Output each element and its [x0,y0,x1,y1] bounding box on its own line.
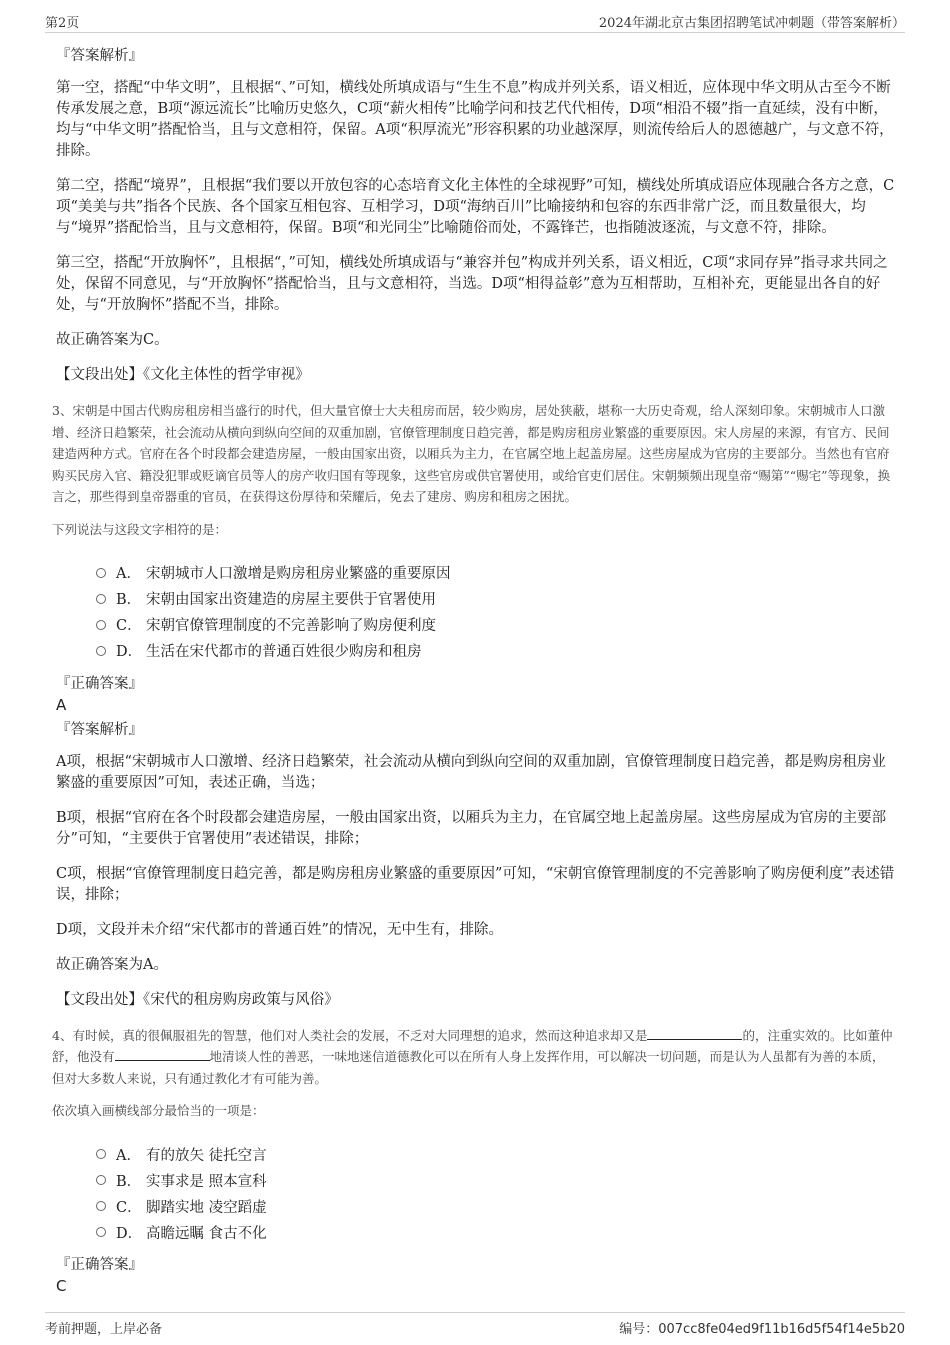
radio-icon[interactable] [96,1201,106,1211]
q4-option-a[interactable] [96,1141,896,1167]
q3-explanation-d: D项，文段并未介绍“宋代都市的普通百姓”的情况，无中生有，排除。 [56,921,503,938]
page-content [52,46,896,1301]
q3-analysis-heading: 『答案解析』 [56,721,143,738]
q4-option-d[interactable] [96,1219,896,1245]
q3-source: 【文段出处】《宋代的租房购房政策与风俗》 [56,991,339,1008]
document-id: 编号：007cc8fe04ed9f11b16d5f54f14e5b20 [619,1322,905,1337]
q3-conclusion: 故正确答案为A。 [56,956,168,973]
option-key: A． [116,1147,141,1164]
option-text: 有的放矢 徒托空言 [146,1147,267,1164]
option-key: C． [116,1199,142,1216]
q3-option-d[interactable] [96,638,896,664]
q4-stem [52,1025,896,1090]
q4-option-c[interactable] [96,1193,896,1219]
q4-prompt: 依次填入画横线部分最恰当的一项是： [52,1103,265,1118]
page-number: 第2页 [45,16,80,31]
q3-option-a[interactable] [96,560,896,586]
page-footer [45,1312,905,1337]
q3-options [96,560,896,664]
radio-icon[interactable] [96,646,106,656]
radio-icon[interactable] [96,620,106,630]
option-key: B． [116,592,142,608]
page-header [45,12,905,33]
q4-option-b[interactable] [96,1167,896,1193]
q3-correct-heading: 『正确答案』 [56,675,143,692]
q3-explanation-b: B项，根据“官府在各个时段都会建造房屋，一般由国家出资，以厢兵为主力，在官属空地上起盖房屋。这些房屋成为官房的主要部分”可知，“主要供于官署使用”表述错误，排除； [56,809,887,847]
radio-icon[interactable] [96,1149,106,1159]
q3-stem: 3、宋朝是中国古代购房租房相当盛行的时代，但大量官僚士大夫租房而居，较少购房，居处狭蔽，堪称一大历史奇观，给人深刻印象。宋朝城市人口激增、经济日趋繁荣，社会流动从横向到纵向空间的双重加剧，官僚管理制度日趋完善，都是购房租房业繁盛的重要原因。宋人房屋的来源，有官方、民间建造两种方式。官府在各个时段都会建造房屋，一般由国家出资，以厢兵为主力，在官属空地上起盖房屋。这些房屋成为官房的主要部分。当然也有官府购买民房入官、籍没犯罪或贬谪官员等人的房产收归国有等现象，这些官房或供官署使用，或给官吏们居住。宋朝频频出现皇帝“赐第”“赐宅”等现象，换言之，那些得到皇帝器重的官员，在获得这份厚待和荣耀后，免去了建房、购房和租房之困扰。 [52,403,891,504]
q4-stem-part-1: 4、有时候，真的很佩服祖先的智慧，他们对人类社会的发展，不乏对大同理想的追求，然而这种追求却又是 [52,1027,648,1043]
option-text: 实事求是 照本宣科 [146,1173,267,1190]
footer-slogan: 考前押题，上岸必备 [45,1322,163,1337]
q2-analysis-para-3: 第三空，搭配“开放胸怀”，且根据“，”可知，横线处所填成语与“兼容并包”构成并列关系，语义相近，C项“求同存异”指寻求共同之处，保留不同意见，与“开放胸怀”搭配恰当，且与文意相符，当选。D项“相得益彰”意为互相帮助，互相补充，更能显出各自的好处，与“开放胸怀”搭配不当，排除。 [56,255,888,313]
radio-icon[interactable] [96,568,106,578]
option-text: 脚踏实地 凌空蹈虚 [146,1199,267,1216]
option-key: C． [116,618,142,634]
option-key: D． [116,644,143,660]
q3-option-c[interactable] [96,612,896,638]
q4-stem-part-3: 地清谈人性的善恶，一味地迷信道德教化可以在所有人身上发挥作用，可以解决一切问题，而是认为人虽都有为善的本质，但对大多数人来说，只有通过教化才有可能为善。 [52,1049,885,1086]
fill-blank-2 [115,1048,210,1061]
option-text: 生活在宋代都市的普通百姓很少购房和租房 [146,644,422,660]
option-text: 宋朝城市人口激增是购房租房业繁盛的重要原因 [146,566,451,582]
document-title: 2024年湖北京古集团招聘笔试冲刺题（带答案解析） [598,16,905,31]
q3-explanation-c: C项，根据“官僚管理制度日趋完善，都是购房租房业繁盛的重要原因”可知，“宋朝官僚管理制度的不完善影响了购房便利度”表述错误，排除； [56,865,895,903]
option-text: 宋朝由国家出资建造的房屋主要供于官署使用 [146,592,436,608]
radio-icon[interactable] [96,1175,106,1185]
q4-options [96,1141,896,1245]
q4-stem-part-2: 的，注重实效的。比如董仲舒，他没有 [52,1027,893,1064]
option-text: 宋朝官僚管理制度的不完善影响了购房便利度 [146,618,436,634]
q4-correct-heading: 『正确答案』 [56,1257,143,1273]
q3-prompt: 下列说法与这段文字相符的是： [52,521,228,537]
q2-analysis-para-2: 第二空，搭配“境界”，且根据“我们要以开放包容的心态培育文化主体性的全球视野”可知，横线处所填成语应体现融合各方之意，C项“美美与共”指各个民族、各个国家互相包容、互相学习，D项“海纳百川”比喻接纳和包容的东西非常广泛，而且数量很大，均与“境界”搭配恰当，且与文意相符，保留。B项“和光同尘”比喻随俗而处，不露锋芒，也指随波逐流，与文意不符，排除。 [56,178,895,236]
q3-option-b[interactable] [96,586,896,612]
option-key: A． [116,566,141,582]
option-key: B． [116,1173,142,1190]
radio-icon[interactable] [96,1227,106,1237]
q2-analysis-para-1: 第一空，搭配“中华文明”，且根据“、”可知，横线处所填成语与“生生不息”构成并列关系，语义相近，应体现中华文明从古至今不断传承发展之意，B项“源远流长”比喻历史悠久，C项“薪火相传”比喻学问和技艺代代相传，D项“相沿不辍”指一直延续，没有中断，均与“中华文明”搭配恰当，且与文意相符，保留。A项“积厚流光”形容积累的功业越深厚，则流传给后人的恩德越广，与文意不符，排除。 [56,80,894,159]
q4-correct-answer: C [56,1277,67,1295]
q2-analysis-heading: 『答案解析』 [56,48,143,64]
q3-correct-answer: A [56,695,67,714]
q2-source: 【文段出处】《文化主体性的哲学审视》 [56,367,310,383]
q3-explanation-a: A项，根据“宋朝城市人口激增、经济日趋繁荣，社会流动从横向到纵向空间的双重加剧，官僚管理制度日趋完善，都是购房租房业繁盛的重要原因”可知，表述正确，当选； [56,753,886,791]
fill-blank-1 [647,1027,742,1040]
radio-icon[interactable] [96,594,106,604]
option-key: D． [116,1225,143,1242]
q2-conclusion: 故正确答案为C。 [56,332,169,348]
option-text: 高瞻远瞩 食古不化 [146,1225,267,1242]
